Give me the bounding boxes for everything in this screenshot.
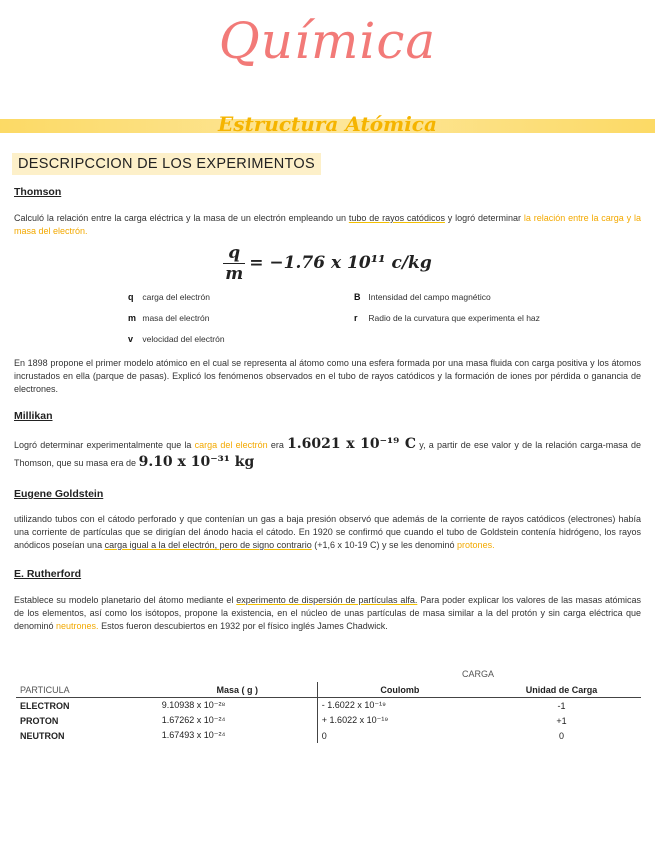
legend-text: masa del electrón xyxy=(142,313,210,323)
thomson-intro-b: y logró determinar xyxy=(444,213,524,223)
table-row xyxy=(16,713,641,728)
page-subtitle: Estructura Atómica xyxy=(218,112,437,136)
table-header: Unidad de Carga xyxy=(525,684,598,695)
legend-item xyxy=(354,313,540,323)
table-cell: - 1.6022 x 10⁻¹⁹ xyxy=(317,698,482,714)
legend-item xyxy=(128,292,210,302)
rutherford-highlight: neutrones. xyxy=(56,621,99,631)
formula-denominator: m xyxy=(225,264,244,284)
legend-item xyxy=(354,292,491,302)
goldstein-highlight: protones. xyxy=(457,540,495,550)
particle-table xyxy=(16,682,641,743)
legend-symbol: B xyxy=(354,292,361,302)
legend-item xyxy=(128,334,225,344)
legend-symbol: m xyxy=(128,313,137,323)
goldstein-heading: Eugene Goldstein xyxy=(14,488,104,500)
thomson-heading: Thomson xyxy=(14,186,62,198)
rutherford-text-b: Para poder explicar los valores de las masas atómicas de los elementos, así como los isótopos, propone la existencia, en el núcleo de unas partículas de masa similar a la del protón y sin carga eléctrica que denominó xyxy=(14,595,641,631)
thomson-paragraph: En 1898 propone el primer modelo atómico en el cual se representa al átomo como una esfera formada por una masa fluida con carga positiva y los átomos incrustados en ella (parque de pasas). Explicó los fenómenos observados en el tubo de rayos catódicos y la formación de iones por pérdida o ganancia de electrones. xyxy=(14,358,641,394)
table-cell: -1 xyxy=(557,700,566,711)
rutherford-text-a: Establece su modelo planetario del átomo mediante el xyxy=(14,595,237,605)
legend-text: velocidad del electrón xyxy=(142,334,225,344)
goldstein-text-a: utilizando tubos con el cátodo perforado y que contenían un gas a baja presión observó que además de la corriente de rayos catódicos (electrones) había una corriente de partículas que se dirigían del ánodo hacia el cátodo. En 1920 se confirmó que cuando el tubo de Goldstein contenía hidrógeno, los rayos anódicos poseían una xyxy=(14,514,641,550)
thomson-intro-highlight: la relación entre la carga y la masa del electrón. xyxy=(14,213,642,236)
electron-mass-value: 9.10 x 10⁻³¹ kg xyxy=(138,454,255,470)
table-header-row xyxy=(16,682,641,698)
formula-fraction xyxy=(223,243,245,284)
table-cell: 9.10938 x 10⁻²⁸ xyxy=(161,700,226,710)
thomson-intro-a: Calculó la relación entre la carga eléctrica y la masa de un electrón empleando un xyxy=(14,213,349,223)
millikan-highlight: carga del electrón xyxy=(194,440,268,450)
legend-text: carga del electrón xyxy=(142,292,210,302)
millikan-heading: Millikan xyxy=(14,410,53,422)
thomson-formula xyxy=(0,243,655,284)
formula-numerator: q xyxy=(223,243,245,264)
table-row xyxy=(16,698,641,714)
table-cell: ELECTRON xyxy=(20,700,70,711)
table-group-header: CARGA xyxy=(462,669,495,679)
thomson-intro-tube: tubo de rayos catódicos xyxy=(348,213,445,223)
formula-rest: = −1.76 x 10¹¹ c/kg xyxy=(249,253,432,273)
page-title: Química xyxy=(218,12,437,70)
table-cell: PROTON xyxy=(20,715,59,726)
legend-symbol: r xyxy=(354,313,358,323)
legend-symbol: v xyxy=(128,334,134,344)
table-cell: 0 xyxy=(558,730,564,741)
table-cell: +1 xyxy=(556,715,567,726)
table-cell: NEUTRON xyxy=(20,730,65,741)
table-row xyxy=(16,728,641,743)
table-cell: + 1.6022 x 10⁻¹⁹ xyxy=(317,713,482,728)
legend-symbol: q xyxy=(128,292,134,302)
thomson-intro xyxy=(14,212,641,238)
millikan-text-a: Logró determinar experimentalmente que la xyxy=(14,440,195,450)
electron-charge-value: 1.6021 x 10⁻¹⁹ C xyxy=(287,436,417,452)
table-header: Masa ( g ) xyxy=(216,684,258,695)
rutherford-text-c: Estos fueron descubiertos en 1932 por el físico inglés James Chadwick. xyxy=(98,621,388,631)
table-header: Coulomb xyxy=(317,682,482,698)
table-cell: 1.67262 x 10⁻²⁴ xyxy=(161,715,226,725)
rutherford-heading: E. Rutherford xyxy=(14,568,82,580)
millikan-text-c: y, a partir de ese valor y de la relación carga-masa de Thomson, que su masa era de xyxy=(14,440,641,468)
legend-item xyxy=(128,313,209,323)
millikan-paragraph xyxy=(14,436,641,472)
legend-text: Radio de la curvatura que experimenta el haz xyxy=(368,313,540,323)
millikan-text-b: era xyxy=(267,440,288,450)
goldstein-paragraph xyxy=(14,513,641,552)
legend-text: Intensidad del campo magnético xyxy=(368,292,491,302)
rutherford-underline: experimento de dispersión de partículas alfa. xyxy=(236,595,418,605)
table-header: PARTICULA xyxy=(20,684,70,695)
goldstein-text-b: (+1,6 x 10-19 C) y se les denominó xyxy=(311,540,458,550)
goldstein-underline: carga igual a la del electrón, pero de signo contrario xyxy=(104,540,312,550)
table-cell: 1.67493 x 10⁻²⁴ xyxy=(161,730,226,740)
table-cell: 0 xyxy=(317,728,482,743)
rutherford-paragraph xyxy=(14,594,641,633)
section-heading: DESCRIPCCION DE LOS EXPERIMENTOS xyxy=(12,153,321,175)
